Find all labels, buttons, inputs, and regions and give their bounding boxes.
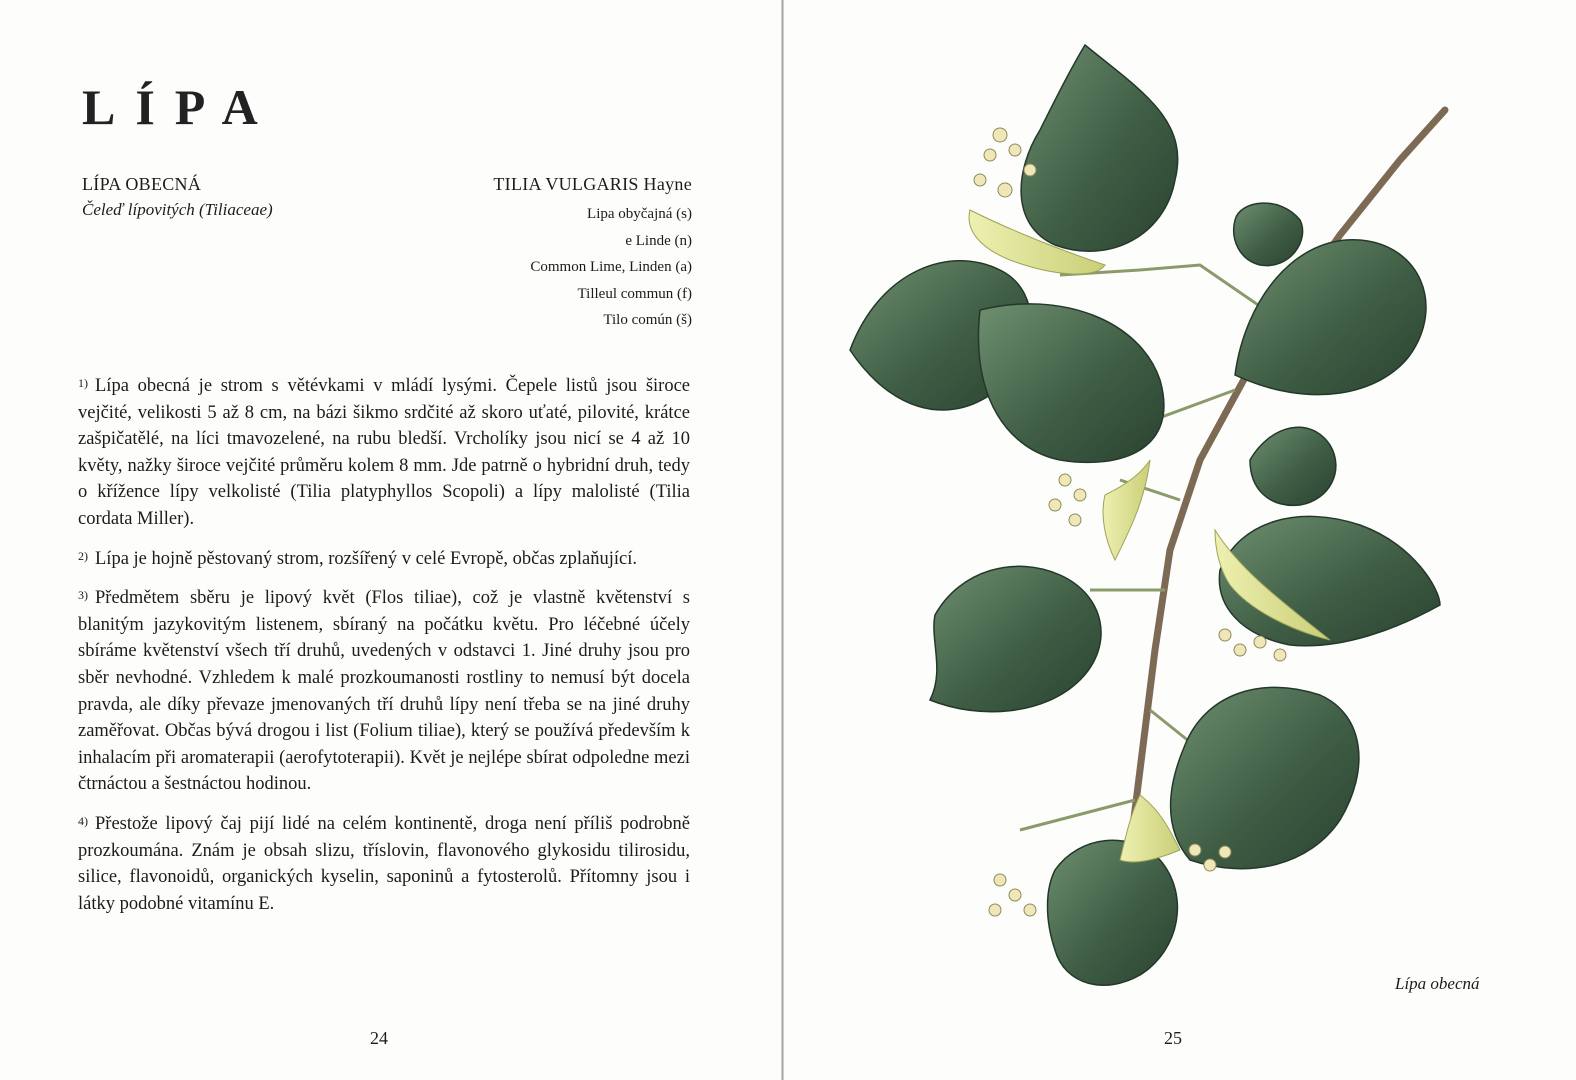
flower-cluster — [1049, 474, 1086, 526]
twig — [1060, 265, 1280, 320]
leaf — [1234, 203, 1303, 265]
paragraph-number: 3) — [78, 588, 88, 603]
page-number-right: 25 — [1164, 1028, 1182, 1048]
leaf — [1171, 687, 1359, 868]
paragraph-number: 2) — [78, 548, 88, 563]
paragraph-composition — [78, 808, 690, 917]
czech-name: LÍPA OBECNÁ — [82, 174, 202, 194]
synonym-english: Common Lime, Linden (a) — [530, 259, 692, 275]
paragraph-text: Přestože lipový čaj pijí lidé na celém kontinentě, droga není příliš podrobně prozkoumána. Znám je obsah slizu, tříslovin, flavonového glykosidu tilirosidu, silice, flavonoidů, organických kyselin, saponinů a fytosterolů. Přítomny jsou i látky podobné vitamínu E. — [78, 813, 690, 914]
paragraph-text: Předmětem sběru je lipový květ (Flos tiliae), což je vlastně květenství s blanitým jazykovitým listenem, sbíraný na počátku květu. Pro léčebné účely sbíráme květenství všech tří druhů, uvedených v odstavci 1. Jiné druhy jsou pro sběr nevhodné. Vzhledem k malé prozkoumanosti rostliny to nemusí být docela pravda, ale díky převaze jmenovaných tří druhů lípy není třeba se na jiné druhy zaměřovat. Občas bývá drogou i list (Folium tiliae), který se používá především k inhalacím při aromaterapii (aerofytoterapii). Květ je nejlépe sbírat odpoledne mezi čtrnáctou a šestnáctou hodinou. — [78, 588, 690, 795]
paragraph-text: Lípa obecná je strom s větévkami v mládí lysými. Čepele listů jsou široce vejčité, velikosti 5 až 8 cm, na bázi šikmo srdčité až skoro uťaté, pilovité, krátce zašpičatělé, na líci tmavozelené, na rubu bledší. Vrcholíky jsou nicí se 4 až 10 květy, nažky široce vejčité průměru kolem 8 mm. Jde patrně o hybridní druh, tedy o křížence lípy velkolisté (Tilia platyphyllos Scopoli) a lípy malolisté (Tilia cordata Miller). — [78, 376, 690, 529]
latin-name: TILIA VULGARIS Hayne — [493, 174, 692, 194]
paragraph-collection — [78, 582, 690, 798]
synonym-german: e Linde (n) — [625, 232, 692, 249]
paragraph-number: 4) — [78, 813, 88, 828]
bract — [1103, 460, 1150, 560]
twig — [1020, 800, 1135, 830]
leaf — [930, 566, 1101, 711]
linden-branch-illustration — [840, 30, 1480, 990]
synonym-slovak: Lipa obyčajná (s) — [587, 206, 692, 222]
leaf — [1250, 427, 1336, 505]
illustration-caption: Lípa obecná — [1395, 974, 1480, 993]
plant-family: Čeleď lípovitých (Tiliaceae) — [82, 200, 273, 219]
paragraph-number: 1) — [78, 376, 88, 390]
left-page — [0, 0, 782, 1080]
paragraph-text: Lípa je hojně pěstovaný strom, rozšířený v celé Evropě, občas zplaňující. — [95, 548, 637, 569]
latin-names-block — [493, 174, 692, 334]
body-text — [78, 370, 690, 927]
synonym-spanish: Tilo común (š) — [603, 312, 692, 328]
leaf — [1021, 45, 1178, 251]
paragraph-distribution — [78, 543, 690, 573]
synonym-list — [493, 201, 692, 334]
leaf — [978, 304, 1163, 463]
page-number-left: 24 — [370, 1028, 388, 1048]
page-title: LÍPA — [82, 79, 278, 135]
paragraph-description — [78, 370, 690, 533]
synonym-french: Tilleul commun (f) — [577, 285, 692, 302]
leaf — [1048, 840, 1178, 985]
